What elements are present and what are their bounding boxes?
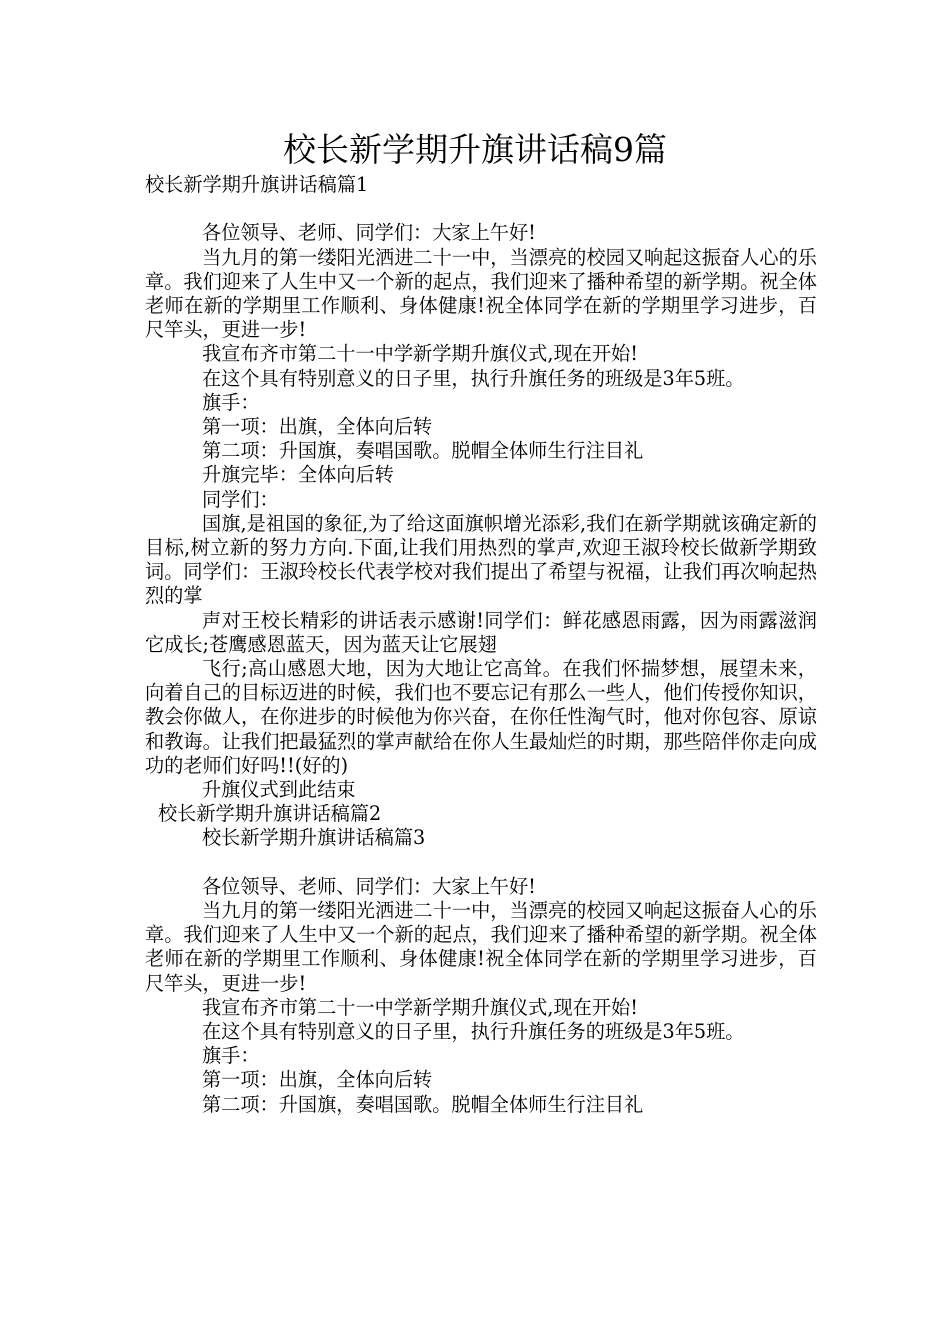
- section-heading-3: 校长新学期升旗讲话稿篇3: [202, 826, 426, 850]
- speech1-paragraph-7: 升旗完毕：全体向后转: [202, 463, 394, 487]
- speech1-paragraph-9: 国旗,是祖国的象征,为了给这面旗帜增光添彩,我们在新学期就该确定新的目标,树立新的努力方向.下面,让我们用热烈的掌声,欢迎王淑玲校长做新学期致词。同学们：王淑玲校长代表学校对我们提出了希望与祝福，让我们再次响起热烈的掌: [145, 511, 817, 608]
- speech1-paragraph-5: 第一项：出旗，全体向后转: [202, 415, 433, 439]
- speech1-paragraph-1: 当九月的第一缕阳光洒进二十一中，当漂亮的校园又响起这振奋人心的乐章。我们迎来了人生中又一个新的起点，我们迎来了播种希望的新学期。祝全体老师在新的学期里工作顺利、身体健康!祝全体同学在新的学期里学习进步，百尺竿头，更进一步!: [145, 245, 817, 342]
- speech1-paragraph-3: 在这个具有特别意义的日子里，执行升旗任务的班级是3年5班。: [202, 366, 745, 390]
- speech1-paragraph-10: 声对王校长精彩的讲话表示感谢!同学们：鲜花感恩雨露，因为雨露滋润它成长;苍鹰感恩蓝天，因为蓝天让它展翅: [145, 608, 817, 656]
- speech1-paragraph-4: 旗手：: [202, 390, 260, 414]
- section-heading-2: 校长新学期升旗讲话稿篇2: [158, 802, 382, 826]
- speech1-greeting: 各位领导、老师、同学们：大家上午好!: [202, 221, 536, 245]
- speech1-paragraph-8: 同学们：: [202, 487, 279, 511]
- speech3-paragraph-3: 在这个具有特别意义的日子里，执行升旗任务的班级是3年5班。: [202, 1020, 745, 1044]
- speech1-paragraph-2: 我宣布齐市第二十一中学新学期升旗仪式,现在开始!: [202, 342, 638, 366]
- speech3-paragraph-4: 旗手：: [202, 1044, 260, 1068]
- section-heading-1: 校长新学期升旗讲话稿篇1: [145, 173, 369, 196]
- document-body: [145, 173, 817, 1117]
- speech3-paragraph-6: 第二项：升国旗，奏唱国歌。脱帽全体师生行注目礼: [202, 1092, 644, 1116]
- speech3-paragraph-1: 当九月的第一缕阳光洒进二十一中，当漂亮的校园又响起这振奋人心的乐章。我们迎来了人生中又一个新的起点，我们迎来了播种希望的新学期。祝全体老师在新的学期里工作顺利、身体健康!祝全体同学在新的学期里学习进步，百尺竿头，更进一步!: [145, 899, 817, 995]
- blank-line: [145, 197, 817, 221]
- blank-line: [145, 851, 817, 875]
- speech3-paragraph-2: 我宣布齐市第二十一中学新学期升旗仪式,现在开始!: [202, 995, 638, 1019]
- document-title: 校长新学期升旗讲话稿9篇: [283, 130, 667, 169]
- speech3-greeting: 各位领导、老师、同学们：大家上午好!: [202, 874, 536, 898]
- speech3-paragraph-5: 第一项：出旗，全体向后转: [202, 1068, 433, 1092]
- speech1-paragraph-12: 升旗仪式到此结束: [202, 778, 356, 802]
- speech1-paragraph-6: 第二项：升国旗，奏唱国歌。脱帽全体师生行注目礼: [202, 439, 644, 463]
- speech1-paragraph-11: 飞行;高山感恩大地，因为大地让它高耸。在我们怀揣梦想，展望未来，向着自己的目标迈进的时候，我们也不要忘记有那么一些人，他们传授你知识，教会你做人，在你进步的时候他为你兴奋，在你任性淘气时，他对你包容、原谅和教诲。让我们把最猛烈的掌声献给在你人生最灿烂的时期，那些陪伴你走向成功的老师们好吗!!(好的): [145, 657, 817, 777]
